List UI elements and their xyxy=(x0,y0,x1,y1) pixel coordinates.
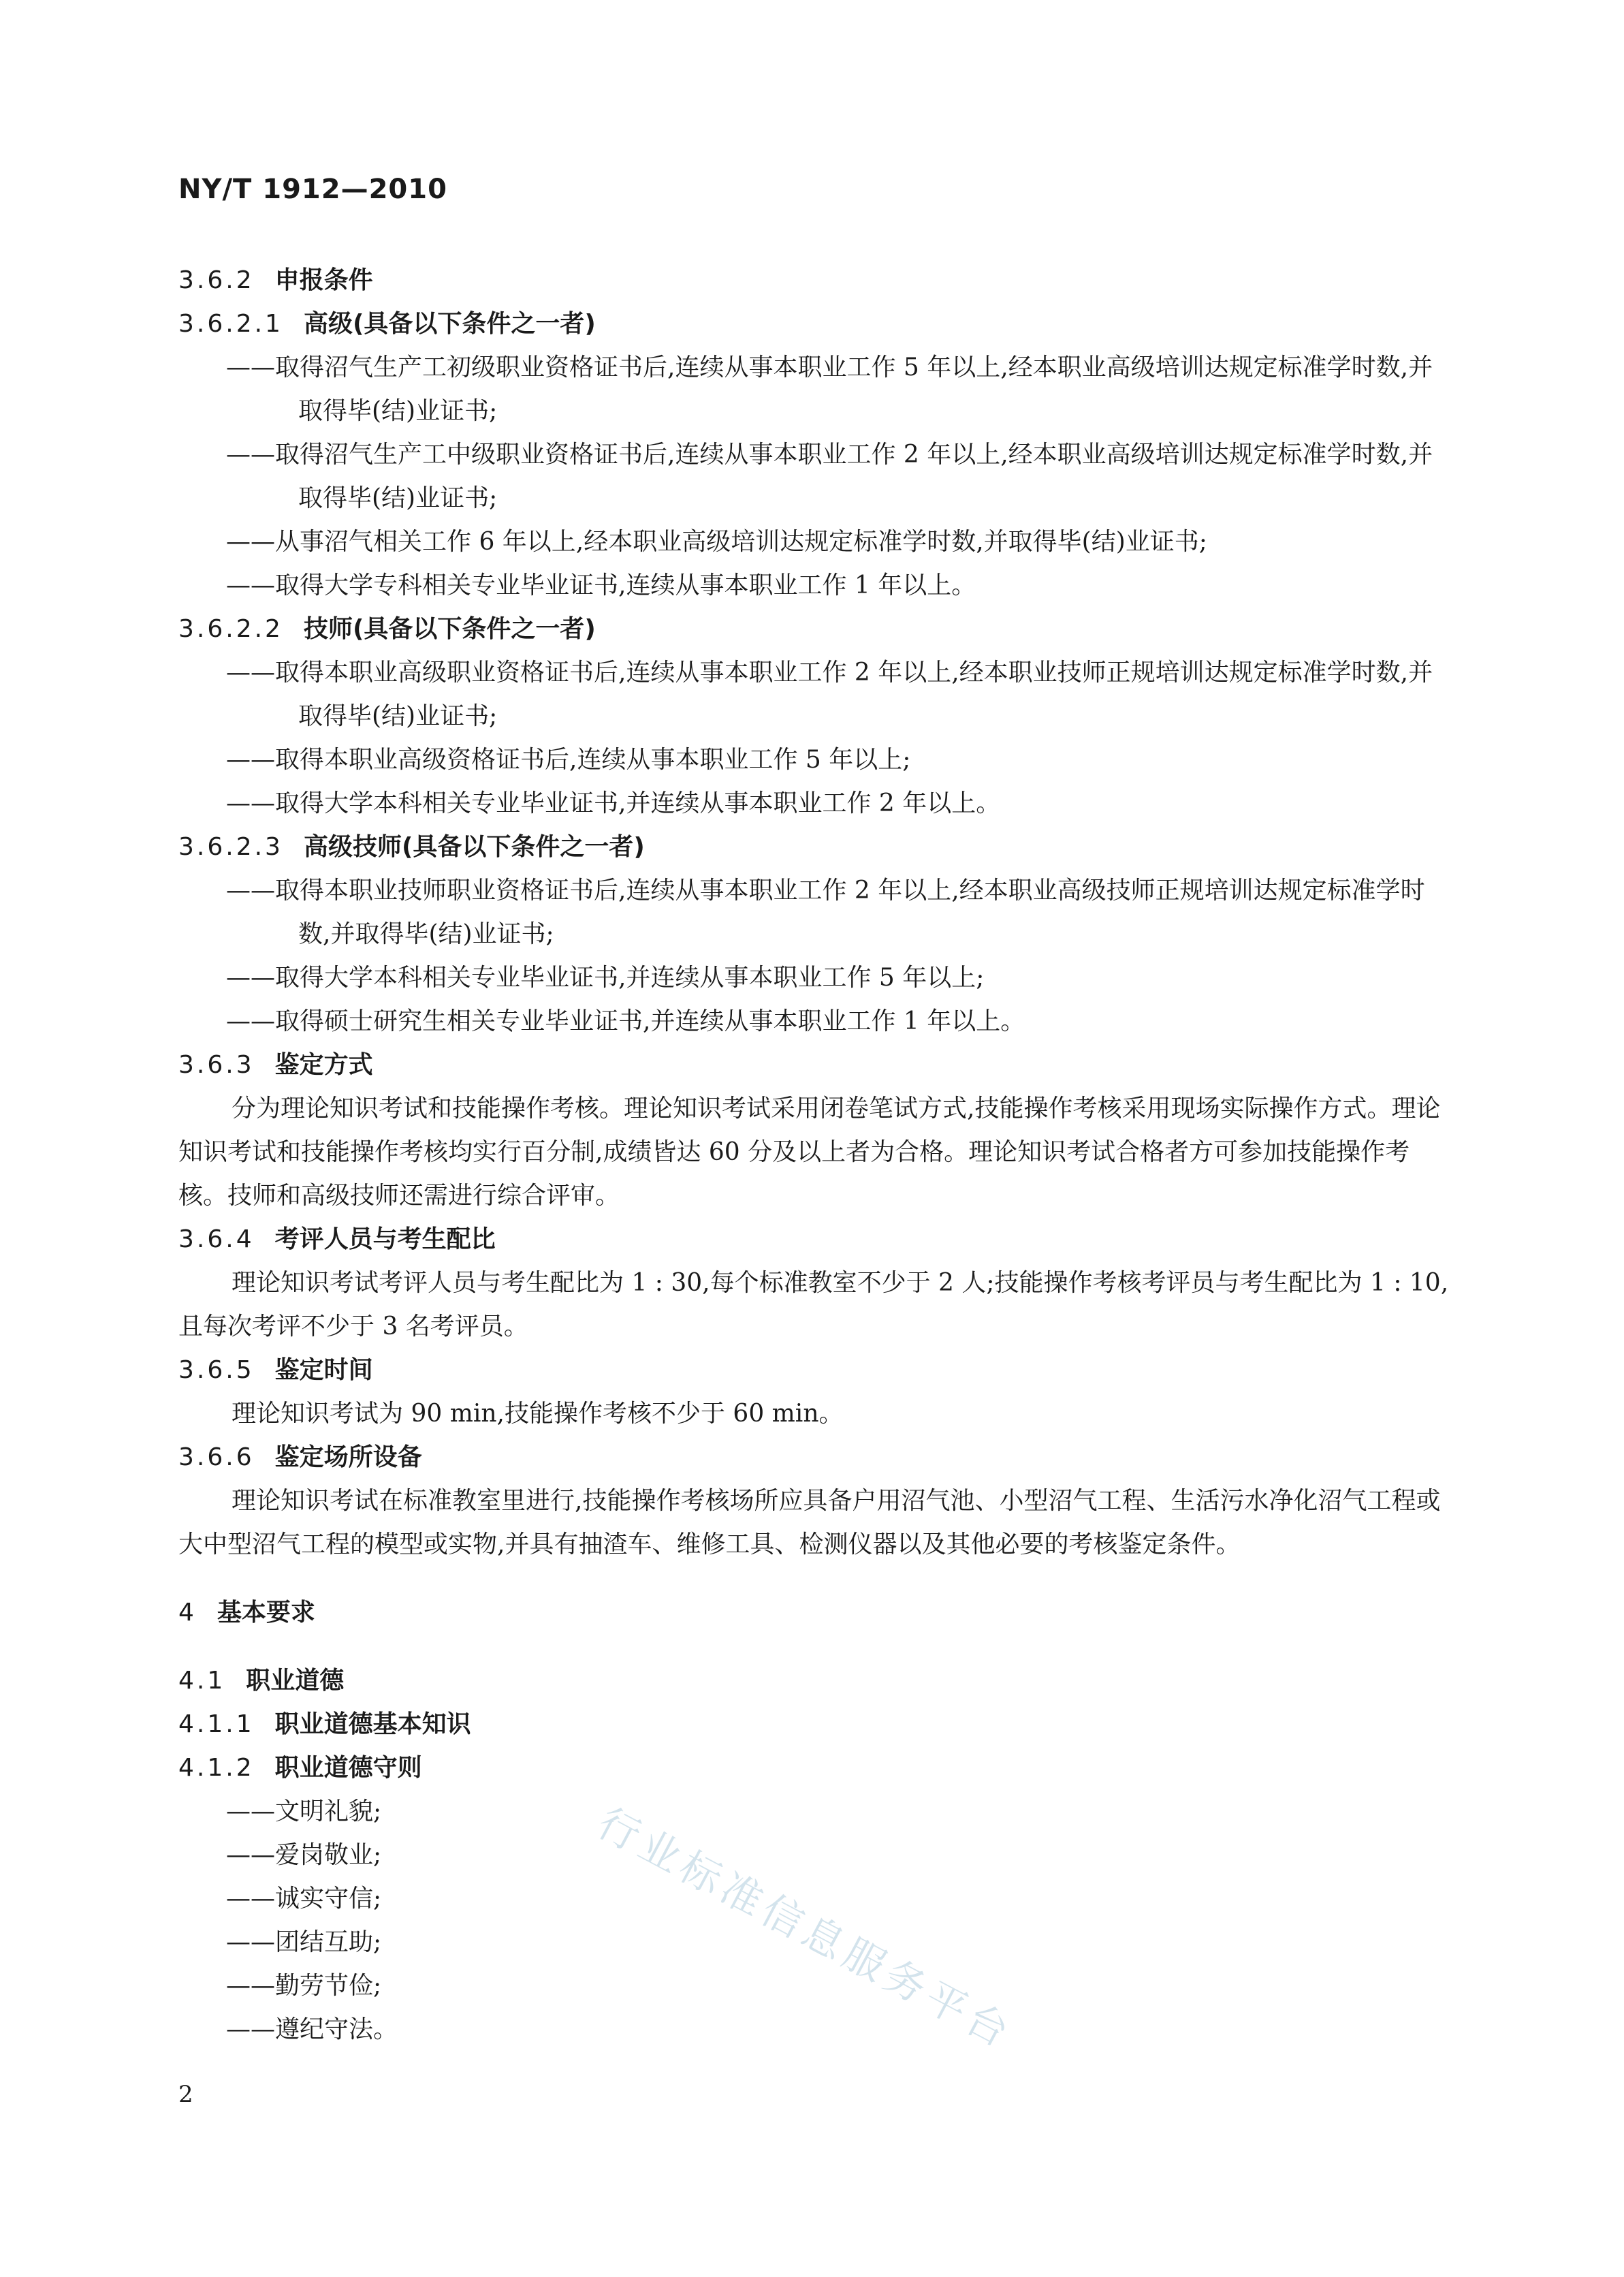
list-item: ——取得大学本科相关专业毕业证书,并连续从事本职业工作 2 年以上。 xyxy=(226,789,1001,817)
heading-3-6-2 xyxy=(178,259,1452,302)
list-item: ——取得沼气生产工初级职业资格证书后,连续从事本职业工作 5 年以上,经本职业高级培训达规定标准学时数,并取得毕(结)业证书; xyxy=(226,354,1433,425)
heading-3-6-2-2 xyxy=(178,608,1452,651)
heading-3-6-3 xyxy=(178,1043,1452,1087)
heading-4-1-1 xyxy=(178,1703,1452,1746)
heading-number: 4 xyxy=(178,1599,197,1627)
heading-3-6-4 xyxy=(178,1218,1452,1261)
list-item: ——取得大学本科相关专业毕业证书,并连续从事本职业工作 5 年以上; xyxy=(226,964,985,992)
heading-title: 鉴定方式 xyxy=(274,1051,373,1079)
heading-3-6-5 xyxy=(178,1349,1452,1392)
list-item: ——取得硕士研究生相关专业毕业证书,并连续从事本职业工作 1 年以上。 xyxy=(226,1007,1025,1035)
heading-3-6-2-1 xyxy=(178,302,1452,346)
heading-3-6-6 xyxy=(178,1436,1452,1479)
heading-number: 3.6.2.1 xyxy=(178,310,283,338)
heading-number: 3.6.4 xyxy=(178,1225,255,1253)
heading-number: 3.6.3 xyxy=(178,1051,255,1079)
heading-number: 3.6.6 xyxy=(178,1443,255,1471)
heading-title: 职业道德 xyxy=(246,1667,345,1695)
heading-number: 4.1 xyxy=(178,1667,226,1695)
list-item: ——团结互助; xyxy=(226,1928,382,1956)
list-item: ——从事沼气相关工作 6 年以上,经本职业高级培训达规定标准学时数,并取得毕(结)业证书; xyxy=(226,528,1207,556)
heading-title: 基本要求 xyxy=(217,1599,315,1627)
paragraph: 分为理论知识考试和技能操作考核。理论知识考试采用闭卷笔试方式,技能操作考核采用现场实际操作方式。理论知识考试和技能操作考核均实行百分制,成绩皆达 60 分及以上者为合格。理论知识考试合格者方可参加技能操作考核。技师和高级技师还需进行综合评审。 xyxy=(178,1095,1441,1210)
heading-title: 技师(具备以下条件之一者) xyxy=(303,615,596,643)
list-item: ——爱岗敬业; xyxy=(226,1841,382,1869)
heading-4-1 xyxy=(178,1659,1452,1703)
list-item: ——取得本职业技师职业资格证书后,连续从事本职业工作 2 年以上,经本职业高级技师正规培训达规定标准学时数,并取得毕(结)业证书; xyxy=(226,877,1425,948)
document-body xyxy=(178,259,1452,2052)
list-item: ——勤劳节俭; xyxy=(226,1972,382,2000)
heading-title: 职业道德基本知识 xyxy=(274,1710,471,1738)
heading-title: 鉴定场所设备 xyxy=(274,1443,422,1471)
list-item: ——取得本职业高级资格证书后,连续从事本职业工作 5 年以上; xyxy=(226,746,911,774)
heading-title: 高级技师(具备以下条件之一者) xyxy=(303,833,645,861)
paragraph: 理论知识考试在标准教室里进行,技能操作考核场所应具备户用沼气池、小型沼气工程、生活污水净化沼气工程或大中型沼气工程的模型或实物,并具有抽渣车、维修工具、检测仪器以及其他必要的考核鉴定条件。 xyxy=(178,1487,1441,1558)
list-item: ——取得大学专科相关专业毕业证书,连续从事本职业工作 1 年以上。 xyxy=(226,571,976,599)
heading-4-1-2 xyxy=(178,1746,1452,1790)
list-item: ——诚实守信; xyxy=(226,1885,382,1913)
list-item: ——取得本职业高级职业资格证书后,连续从事本职业工作 2 年以上,经本职业技师正规培训达规定标准学时数,并取得毕(结)业证书; xyxy=(226,659,1433,730)
heading-title: 高级(具备以下条件之一者) xyxy=(303,310,596,338)
paragraph: 理论知识考试为 90 min,技能操作考核不少于 60 min。 xyxy=(232,1400,844,1428)
watermark: 行业标准信息服务平台 xyxy=(590,1799,1021,2059)
paragraph: 理论知识考试考评人员与考生配比为 1 : 30,每个标准教室不少于 2 人;技能操作考核考评员与考生配比为 1 : 10,且每次考评不少于 3 名考评员。 xyxy=(178,1269,1449,1340)
heading-number: 4.1.1 xyxy=(178,1710,255,1738)
page-number: 2 xyxy=(178,2081,193,2108)
heading-number: 4.1.2 xyxy=(178,1754,255,1782)
list-item: ——文明礼貌; xyxy=(226,1797,382,1825)
heading-title: 职业道德守则 xyxy=(274,1754,422,1782)
list-item: ——取得沼气生产工中级职业资格证书后,连续从事本职业工作 2 年以上,经本职业高级培训达规定标准学时数,并取得毕(结)业证书; xyxy=(226,441,1433,512)
heading-number: 3.6.2 xyxy=(178,266,255,294)
list-item: ——遵纪守法。 xyxy=(226,2015,398,2043)
heading-number: 3.6.2.3 xyxy=(178,833,283,861)
heading-title: 考评人员与考生配比 xyxy=(274,1225,496,1253)
heading-4 xyxy=(178,1591,1452,1635)
heading-title: 鉴定时间 xyxy=(274,1356,373,1384)
heading-3-6-2-3 xyxy=(178,826,1452,869)
heading-number: 3.6.2.2 xyxy=(178,615,283,643)
heading-number: 3.6.5 xyxy=(178,1356,255,1384)
standard-code: NY/T 1912—2010 xyxy=(178,174,447,205)
heading-title: 申报条件 xyxy=(274,266,373,294)
